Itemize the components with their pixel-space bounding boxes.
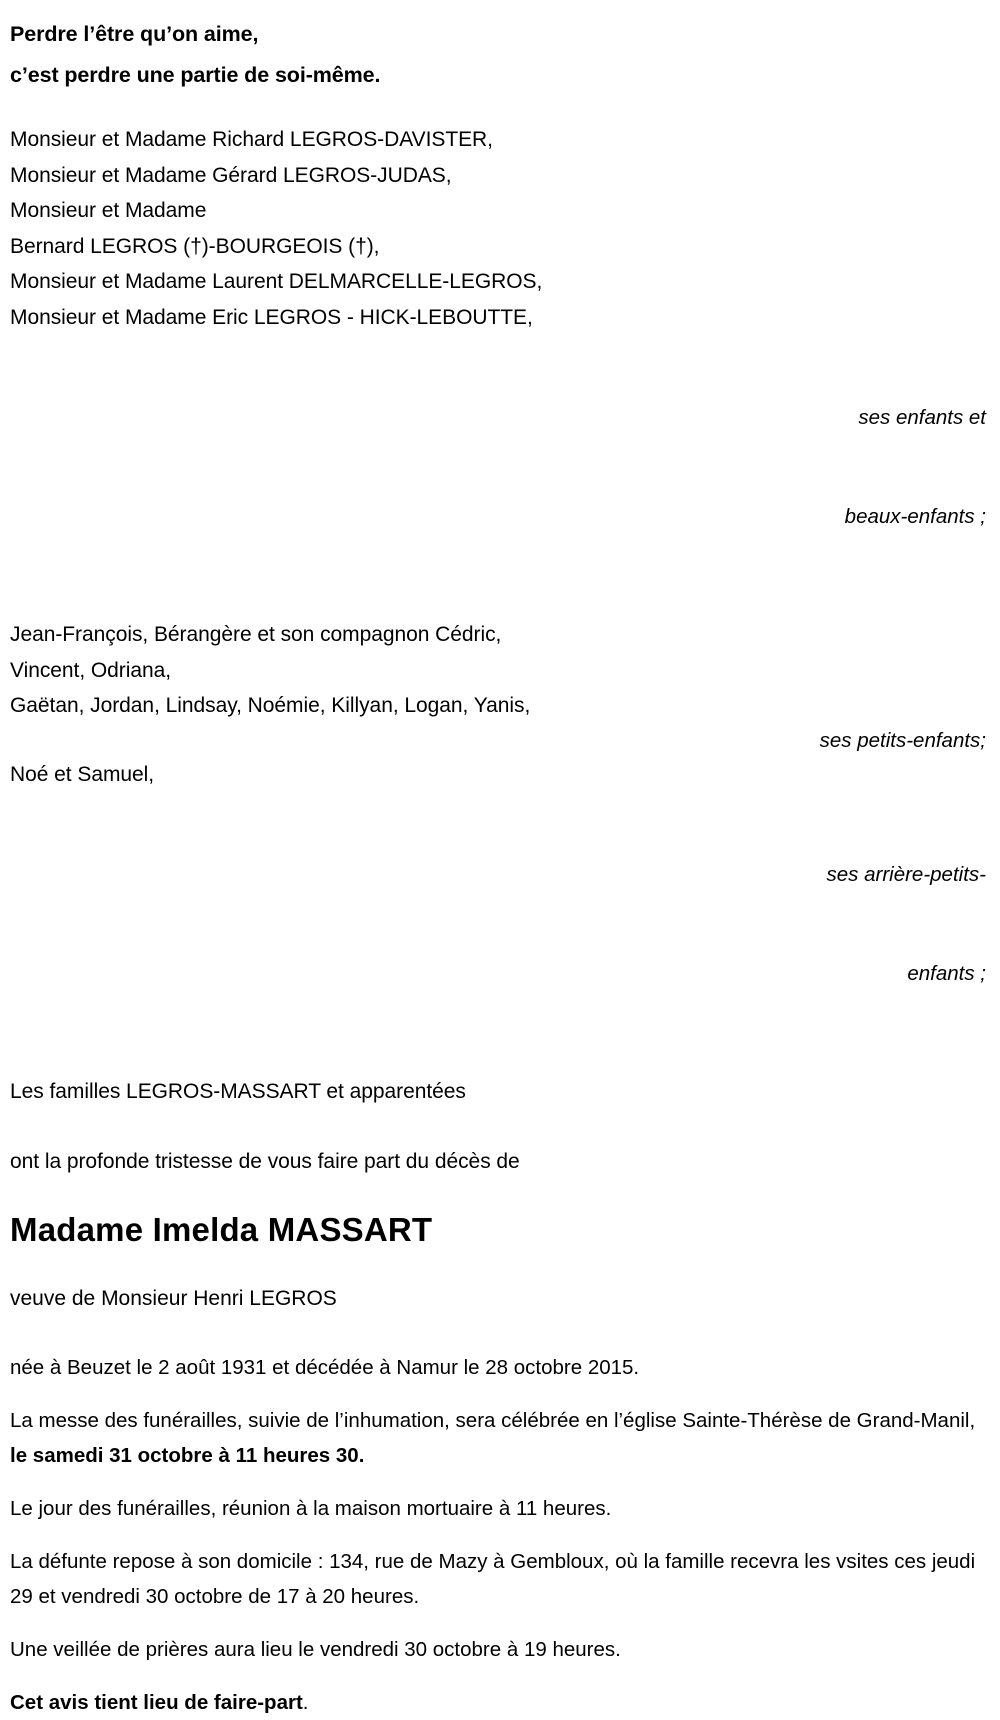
closing-line <box>10 1685 992 1720</box>
widow-line: veuve de Monsieur Henri LEGROS <box>10 1287 337 1310</box>
children-line: Monsieur et Madame Eric LEGROS - HICK-LEBOUTTE, <box>10 305 533 329</box>
children-annotation <box>10 335 992 599</box>
spacer <box>10 1056 992 1074</box>
great-grandchildren-annotation-line-1: ses arrière-petits- <box>826 863 986 886</box>
grandchildren-line: Gaëtan, Jordan, Lindsay, Noémie, Killyan, Logan, Yanis, <box>10 694 531 717</box>
spacer <box>10 599 992 617</box>
spacer <box>10 1385 992 1403</box>
epigraph <box>10 14 992 96</box>
children-annotation-line-2: beaux-enfants ; <box>844 505 986 528</box>
closing-suffix: . <box>302 1691 309 1714</box>
gathering-line: Le jour des funérailles, réunion à la maison mortuaire à 11 heures. <box>10 1497 612 1520</box>
spacer <box>10 1667 992 1685</box>
grandchildren-line: Vincent, Odriana, <box>10 658 172 682</box>
spacer <box>10 1316 992 1350</box>
closing-emphasis: Cet avis tient lieu de faire-part <box>10 1691 303 1714</box>
funeral-text: La messe des funérailles, suivie de l’inhumation, sera célébrée en l’église Sainte-Thérèse de Grand-Manil, <box>10 1409 976 1432</box>
families-line: Les familles LEGROS-MASSART et apparentées <box>10 1080 466 1103</box>
children-line: Monsieur et Madame Laurent DELMARCELLE-LEGROS, <box>10 270 543 293</box>
grandchildren-line: Jean-François, Bérangère et son compagnon Cédric, <box>10 623 502 646</box>
epigraph-line-2: c’est perdre une partie de soi-même. <box>10 63 381 87</box>
grandchildren-annotation: ses petits-enfants; <box>819 728 986 752</box>
children-line: Monsieur et Madame Gérard LEGROS-JUDAS, <box>10 163 452 187</box>
funeral-datetime: le samedi 31 octobre à 11 heures 30. <box>10 1444 365 1467</box>
repose-line: La défunte repose à son domicile : 134, rue de Mazy à Gembloux, où la famille recevra les vsites ces jeudi 29 et vendredi 30 octobre de 17 à 20 heures. <box>10 1550 976 1608</box>
children-annotation-line-1: ses enfants et <box>858 406 986 429</box>
epigraph-line-1: Perdre l’être qu’on aime, <box>10 22 259 46</box>
children-line: Monsieur et Madame Richard LEGROS-DAVISTER, <box>10 128 493 151</box>
spacer <box>10 1110 992 1144</box>
funeral-line <box>10 1403 992 1473</box>
spacer <box>10 1614 992 1632</box>
birth-death-line: née à Beuzet le 2 août 1931 et décédée à Namur le 28 octobre 2015. <box>10 1356 640 1379</box>
children-line: Bernard LEGROS (†)-BOURGEOIS (†), <box>10 234 380 258</box>
announcement-line: ont la profonde tristesse de vous faire part du décès de <box>10 1149 520 1173</box>
grandchildren-group <box>10 617 992 757</box>
spacer <box>10 1526 992 1544</box>
deceased-name: Madame Imelda MASSART <box>10 1211 433 1248</box>
children-line: Monsieur et Madame <box>10 199 207 222</box>
great-grandchildren-line: Noé et Samuel, <box>10 762 155 786</box>
great-grandchildren-annotation <box>10 792 992 1056</box>
spacer <box>10 1179 992 1205</box>
spacer <box>10 96 992 122</box>
spacer <box>10 1255 992 1281</box>
spacer <box>10 1473 992 1491</box>
vigil-line: Une veillée de prières aura lieu le vendredi 30 octobre à 19 heures. <box>10 1638 621 1661</box>
great-grandchildren-group <box>10 757 992 1057</box>
children-group <box>10 122 992 599</box>
great-grandchildren-annotation-line-2: enfants ; <box>907 962 986 985</box>
